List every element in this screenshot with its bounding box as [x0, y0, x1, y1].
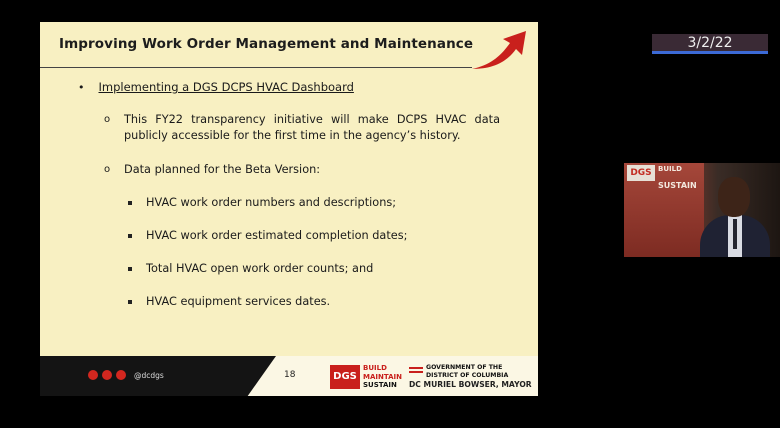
speaker-head [718, 177, 750, 217]
square-bullet-icon [128, 201, 132, 205]
bullet-dot: • [78, 81, 85, 94]
sub-bullet-mark: o [104, 114, 111, 125]
sub-bullet-beta [104, 162, 320, 178]
social-handle: @dcdgs [134, 370, 164, 380]
list-item-text: HVAC work order estimated completion dates; [146, 229, 408, 242]
government-line-2: DISTRICT OF COLUMBIA [426, 371, 509, 379]
sub-bullet-mark: o [104, 164, 111, 175]
list-item [128, 196, 396, 209]
corner-arrow-icon [470, 29, 530, 71]
shared-slide [40, 22, 538, 396]
backdrop-dgs-logo: DGS [627, 165, 655, 181]
list-item [128, 262, 373, 275]
facebook-icon [102, 370, 112, 380]
square-bullet-icon [128, 234, 132, 238]
speaker-tie [733, 219, 737, 249]
participant-video[interactable] [624, 163, 780, 257]
dgs-logo: DGS [330, 365, 360, 389]
mayor-label: DC MURIEL BOWSER, MAYOR [409, 380, 532, 389]
sub-bullet-text: Data planned for the Beta Version: [124, 163, 321, 176]
build-maintain-sustain [363, 364, 402, 390]
build-word: BUILD [363, 364, 387, 372]
social-links [88, 370, 164, 380]
government-label [426, 364, 508, 379]
list-item [128, 229, 407, 242]
list-item [128, 295, 330, 308]
page-number: 18 [284, 370, 296, 380]
list-item-text: HVAC equipment services dates. [146, 295, 331, 308]
square-bullet-icon [128, 267, 132, 271]
sub-bullet-text: This FY22 transparency initiative will make DCPS HVAC data publicly accessible for the first time in the agency’s history. [124, 113, 500, 142]
government-line-1: GOVERNMENT OF THE [426, 364, 503, 371]
instagram-icon [116, 370, 126, 380]
bullet-dashboard [78, 80, 354, 94]
slide-footer [40, 356, 538, 396]
list-item-text: HVAC work order numbers and descriptions; [146, 196, 397, 209]
sub-bullet-transparency [104, 112, 500, 144]
meeting-date-banner: 3/2/22 [652, 34, 768, 54]
bullet-dashboard-text: Implementing a DGS DCPS HVAC Dashboard [98, 80, 354, 94]
square-bullet-icon [128, 300, 132, 304]
slide-title: Improving Work Order Management and Maintenance [59, 36, 474, 52]
backdrop-sustain-text: SUSTAIN [658, 181, 697, 190]
backdrop-build-text: BUILD [658, 165, 682, 173]
sustain-word: SUSTAIN [363, 381, 397, 389]
dc-flag-icon [409, 367, 423, 379]
list-item-text: Total HVAC open work order counts; and [146, 262, 374, 275]
maintain-word: MAINTAIN [363, 372, 402, 381]
twitter-icon [88, 370, 98, 380]
title-divider [40, 67, 472, 68]
